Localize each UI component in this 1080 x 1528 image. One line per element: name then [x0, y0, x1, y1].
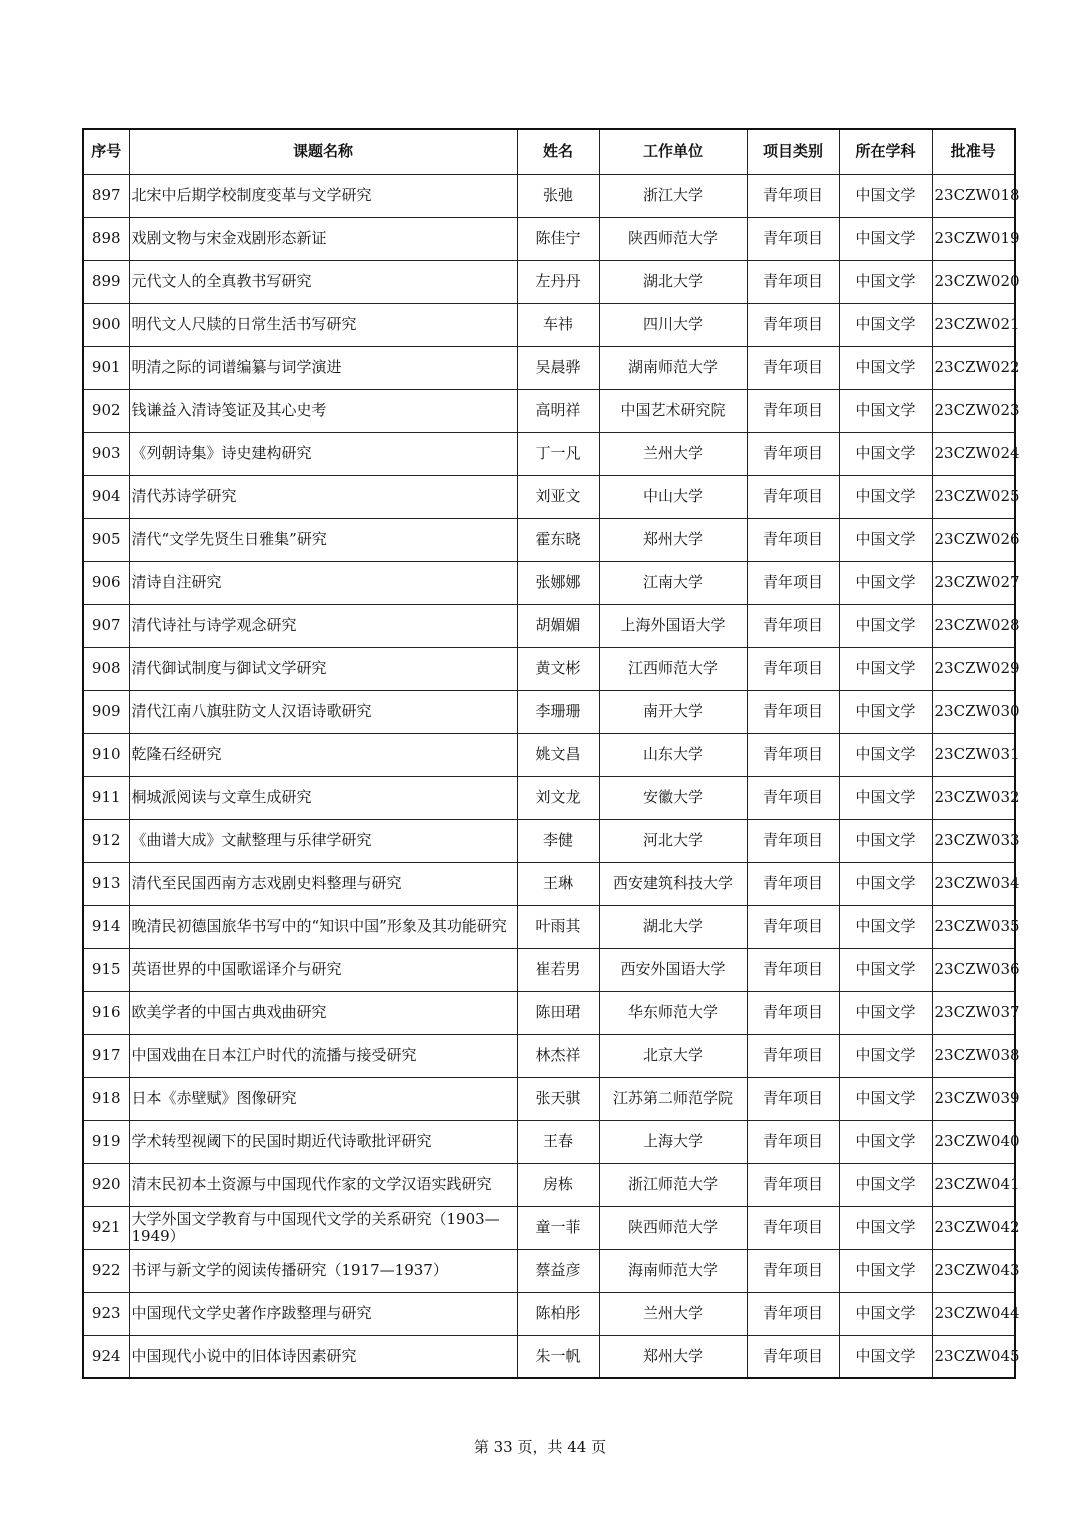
approval-number: 23CZW040: [932, 1120, 1015, 1163]
project-type: 青年项目: [747, 905, 839, 948]
subject: 中国文学: [839, 475, 932, 518]
person-name: 姚文昌: [517, 733, 599, 776]
project-title: 清代苏诗学研究: [129, 475, 517, 518]
person-name: 陈柏彤: [517, 1292, 599, 1335]
project-title: 乾隆石经研究: [129, 733, 517, 776]
person-name: 吴晨骅: [517, 346, 599, 389]
project-type: 青年项目: [747, 991, 839, 1034]
person-name: 胡媚媚: [517, 604, 599, 647]
project-type: 青年项目: [747, 475, 839, 518]
approval-number: 23CZW030: [932, 690, 1015, 733]
person-name: 左丹丹: [517, 260, 599, 303]
person-name: 王春: [517, 1120, 599, 1163]
row-number: 914: [83, 905, 129, 948]
work-unit: 湖北大学: [599, 260, 747, 303]
project-title: 戏剧文物与宋金戏剧形态新证: [129, 217, 517, 260]
project-title: 清代诗社与诗学观念研究: [129, 604, 517, 647]
approval-number: 23CZW034: [932, 862, 1015, 905]
person-name: 刘文龙: [517, 776, 599, 819]
project-title: 书评与新文学的阅读传播研究（1917—1937）: [129, 1249, 517, 1292]
approval-number: 23CZW027: [932, 561, 1015, 604]
project-title: 中国戏曲在日本江户时代的流播与接受研究: [129, 1034, 517, 1077]
subject: 中国文学: [839, 346, 932, 389]
person-name: 张娜娜: [517, 561, 599, 604]
project-title: 英语世界的中国歌谣译介与研究: [129, 948, 517, 991]
project-title: 元代文人的全真教书写研究: [129, 260, 517, 303]
subject: 中国文学: [839, 905, 932, 948]
approval-number: 23CZW039: [932, 1077, 1015, 1120]
table-row: [83, 432, 1015, 475]
approval-number: 23CZW043: [932, 1249, 1015, 1292]
work-unit: 江苏第二师范学院: [599, 1077, 747, 1120]
person-name: 叶雨其: [517, 905, 599, 948]
table-row: [83, 647, 1015, 690]
approval-number: 23CZW022: [932, 346, 1015, 389]
project-type: 青年项目: [747, 174, 839, 217]
row-number: 920: [83, 1163, 129, 1206]
person-name: 霍东晓: [517, 518, 599, 561]
project-title: 大学外国文学教育与中国现代文学的关系研究（1903—1949）: [129, 1206, 517, 1249]
row-number: 899: [83, 260, 129, 303]
row-number: 923: [83, 1292, 129, 1335]
table-row: [83, 819, 1015, 862]
row-number: 898: [83, 217, 129, 260]
person-name: 童一菲: [517, 1206, 599, 1249]
table-row: [83, 303, 1015, 346]
table-row: [83, 1249, 1015, 1292]
project-type: 青年项目: [747, 432, 839, 475]
work-unit: 海南师范大学: [599, 1249, 747, 1292]
row-number: 921: [83, 1206, 129, 1249]
project-title: 北宋中后期学校制度变革与文学研究: [129, 174, 517, 217]
subject: 中国文学: [839, 1249, 932, 1292]
page-footer: 第 33 页，共 44 页: [473, 1438, 607, 1456]
project-type: 青年项目: [747, 518, 839, 561]
project-type: 青年项目: [747, 690, 839, 733]
subject: 中国文学: [839, 604, 932, 647]
table-row: [83, 217, 1015, 260]
subject: 中国文学: [839, 518, 932, 561]
project-title: 晚清民初德国旅华书写中的“知识中国”形象及其功能研究: [129, 905, 517, 948]
subject: 中国文学: [839, 733, 932, 776]
approval-number: 23CZW038: [932, 1034, 1015, 1077]
project-title: 清代至民国西南方志戏剧史料整理与研究: [129, 862, 517, 905]
person-name: 陈田珺: [517, 991, 599, 1034]
work-unit: 兰州大学: [599, 1292, 747, 1335]
project-title: 清末民初本土资源与中国现代作家的文学汉语实践研究: [129, 1163, 517, 1206]
project-type: 青年项目: [747, 1249, 839, 1292]
subject: 中国文学: [839, 217, 932, 260]
work-unit: 上海外国语大学: [599, 604, 747, 647]
row-number: 897: [83, 174, 129, 217]
work-unit: 陕西师范大学: [599, 1206, 747, 1249]
subject: 中国文学: [839, 1120, 932, 1163]
project-title: 中国现代文学史著作序跋整理与研究: [129, 1292, 517, 1335]
subject: 中国文学: [839, 1034, 932, 1077]
work-unit: 兰州大学: [599, 432, 747, 475]
subject: 中国文学: [839, 389, 932, 432]
project-type: 青年项目: [747, 389, 839, 432]
table-row: [83, 561, 1015, 604]
project-title: 学术转型视阈下的民国时期近代诗歌批评研究: [129, 1120, 517, 1163]
project-title: 日本《赤壁赋》图像研究: [129, 1077, 517, 1120]
project-type: 青年项目: [747, 1335, 839, 1378]
row-number: 906: [83, 561, 129, 604]
project-title: 清代御试制度与御试文学研究: [129, 647, 517, 690]
project-type: 青年项目: [747, 948, 839, 991]
work-unit: 上海大学: [599, 1120, 747, 1163]
row-number: 917: [83, 1034, 129, 1077]
row-number: 902: [83, 389, 129, 432]
subject: 中国文学: [839, 561, 932, 604]
header-unit: 工作单位: [599, 129, 747, 174]
subject: 中国文学: [839, 776, 932, 819]
subject: 中国文学: [839, 1206, 932, 1249]
row-number: 922: [83, 1249, 129, 1292]
row-number: 900: [83, 303, 129, 346]
person-name: 丁一凡: [517, 432, 599, 475]
table-row: [83, 1034, 1015, 1077]
approval-number: 23CZW041: [932, 1163, 1015, 1206]
subject: 中国文学: [839, 303, 932, 346]
header-code: 批准号: [932, 129, 1015, 174]
person-name: 蔡益彦: [517, 1249, 599, 1292]
project-list-table: [82, 128, 1020, 1379]
person-name: 张弛: [517, 174, 599, 217]
row-number: 911: [83, 776, 129, 819]
row-number: 924: [83, 1335, 129, 1378]
table-row: [83, 862, 1015, 905]
row-number: 916: [83, 991, 129, 1034]
table-row: [83, 174, 1015, 217]
work-unit: 郑州大学: [599, 518, 747, 561]
row-number: 901: [83, 346, 129, 389]
subject: 中国文学: [839, 1163, 932, 1206]
person-name: 朱一帆: [517, 1335, 599, 1378]
approval-number: 23CZW029: [932, 647, 1015, 690]
project-type: 青年项目: [747, 1163, 839, 1206]
work-unit: 南开大学: [599, 690, 747, 733]
person-name: 王琳: [517, 862, 599, 905]
subject: 中国文学: [839, 862, 932, 905]
approval-number: 23CZW021: [932, 303, 1015, 346]
project-type: 青年项目: [747, 1120, 839, 1163]
approval-number: 23CZW033: [932, 819, 1015, 862]
work-unit: 北京大学: [599, 1034, 747, 1077]
table-row: [83, 1206, 1015, 1249]
subject: 中国文学: [839, 991, 932, 1034]
row-number: 919: [83, 1120, 129, 1163]
work-unit: 安徽大学: [599, 776, 747, 819]
header-subject: 所在学科: [839, 129, 932, 174]
approval-number: 23CZW035: [932, 905, 1015, 948]
approval-number: 23CZW032: [932, 776, 1015, 819]
person-name: 陈佳宁: [517, 217, 599, 260]
subject: 中国文学: [839, 948, 932, 991]
project-type: 青年项目: [747, 260, 839, 303]
project-type: 青年项目: [747, 604, 839, 647]
approval-number: 23CZW018: [932, 174, 1015, 217]
project-type: 青年项目: [747, 1206, 839, 1249]
person-name: 李健: [517, 819, 599, 862]
work-unit: 西安建筑科技大学: [599, 862, 747, 905]
approval-number: 23CZW019: [932, 217, 1015, 260]
row-number: 918: [83, 1077, 129, 1120]
work-unit: 湖北大学: [599, 905, 747, 948]
table-row: [83, 1292, 1015, 1335]
project-title: 《列朝诗集》诗史建构研究: [129, 432, 517, 475]
table-row: [83, 1163, 1015, 1206]
approval-number: 23CZW028: [932, 604, 1015, 647]
header-row: [83, 129, 1015, 174]
approval-number: 23CZW044: [932, 1292, 1015, 1335]
table-row: [83, 518, 1015, 561]
work-unit: 中山大学: [599, 475, 747, 518]
person-name: 崔若男: [517, 948, 599, 991]
table-row: [83, 1120, 1015, 1163]
work-unit: 山东大学: [599, 733, 747, 776]
row-number: 910: [83, 733, 129, 776]
header-type: 项目类别: [747, 129, 839, 174]
project-title: 清代“文学先贤生日雅集”研究: [129, 518, 517, 561]
work-unit: 华东师范大学: [599, 991, 747, 1034]
header-title: 课题名称: [129, 129, 517, 174]
work-unit: 浙江大学: [599, 174, 747, 217]
project-title: 中国现代小说中的旧体诗因素研究: [129, 1335, 517, 1378]
work-unit: 河北大学: [599, 819, 747, 862]
person-name: 林杰祥: [517, 1034, 599, 1077]
work-unit: 湖南师范大学: [599, 346, 747, 389]
table-row: [83, 1335, 1015, 1378]
work-unit: 中国艺术研究院: [599, 389, 747, 432]
project-type: 青年项目: [747, 733, 839, 776]
row-number: 915: [83, 948, 129, 991]
person-name: 高明祥: [517, 389, 599, 432]
table-row: [83, 1077, 1015, 1120]
person-name: 李珊珊: [517, 690, 599, 733]
subject: 中国文学: [839, 1077, 932, 1120]
row-number: 907: [83, 604, 129, 647]
row-number: 905: [83, 518, 129, 561]
header-no: 序号: [83, 129, 129, 174]
row-number: 913: [83, 862, 129, 905]
approval-number: 23CZW025: [932, 475, 1015, 518]
subject: 中国文学: [839, 647, 932, 690]
project-type: 青年项目: [747, 1077, 839, 1120]
table-body: [83, 174, 1020, 1378]
person-name: 刘亚文: [517, 475, 599, 518]
subject: 中国文学: [839, 1292, 932, 1335]
person-name: 房栋: [517, 1163, 599, 1206]
project-type: 青年项目: [747, 303, 839, 346]
project-type: 青年项目: [747, 776, 839, 819]
work-unit: 西安外国语大学: [599, 948, 747, 991]
person-name: 张天骐: [517, 1077, 599, 1120]
approval-number: 23CZW023: [932, 389, 1015, 432]
project-title: 明清之际的词谱编纂与词学演进: [129, 346, 517, 389]
row-number: 908: [83, 647, 129, 690]
table-row: [83, 475, 1015, 518]
project-title: 清代江南八旗驻防文人汉语诗歌研究: [129, 690, 517, 733]
row-number: 903: [83, 432, 129, 475]
header-name: 姓名: [517, 129, 599, 174]
table-row: [83, 905, 1015, 948]
work-unit: 江南大学: [599, 561, 747, 604]
project-title: 钱谦益入清诗笺证及其心史考: [129, 389, 517, 432]
project-type: 青年项目: [747, 561, 839, 604]
project-type: 青年项目: [747, 1034, 839, 1077]
approval-number: 23CZW036: [932, 948, 1015, 991]
work-unit: 江西师范大学: [599, 647, 747, 690]
work-unit: 四川大学: [599, 303, 747, 346]
project-title: 《曲谱大成》文献整理与乐律学研究: [129, 819, 517, 862]
project-type: 青年项目: [747, 217, 839, 260]
person-name: 车祎: [517, 303, 599, 346]
subject: 中国文学: [839, 432, 932, 475]
row-number: 912: [83, 819, 129, 862]
project-type: 青年项目: [747, 647, 839, 690]
table-row: [83, 346, 1015, 389]
subject: 中国文学: [839, 819, 932, 862]
table-row: [83, 604, 1015, 647]
table-row: [83, 776, 1015, 819]
table-row: [83, 690, 1015, 733]
project-title: 清诗自注研究: [129, 561, 517, 604]
work-unit: 陕西师范大学: [599, 217, 747, 260]
table-row: [83, 991, 1015, 1034]
table-header: [83, 129, 1015, 174]
project-type: 青年项目: [747, 346, 839, 389]
row-number: 909: [83, 690, 129, 733]
row-number: 904: [83, 475, 129, 518]
subject: 中国文学: [839, 1335, 932, 1378]
table-row: [83, 733, 1015, 776]
approval-number: 23CZW042: [932, 1206, 1015, 1249]
person-name: 黄文彬: [517, 647, 599, 690]
approval-number: 23CZW020: [932, 260, 1015, 303]
work-unit: 郑州大学: [599, 1335, 747, 1378]
project-type: 青年项目: [747, 819, 839, 862]
table-row: [83, 389, 1015, 432]
approval-number: 23CZW045: [932, 1335, 1015, 1378]
subject: 中国文学: [839, 690, 932, 733]
table-row: [83, 948, 1015, 991]
table-row: [83, 260, 1015, 303]
subject: 中国文学: [839, 260, 932, 303]
project-title: 明代文人尺牍的日常生活书写研究: [129, 303, 517, 346]
work-unit: 浙江师范大学: [599, 1163, 747, 1206]
approval-number: 23CZW037: [932, 991, 1015, 1034]
project-title: 欧美学者的中国古典戏曲研究: [129, 991, 517, 1034]
project-type: 青年项目: [747, 862, 839, 905]
approval-number: 23CZW024: [932, 432, 1015, 475]
project-type: 青年项目: [747, 1292, 839, 1335]
approval-number: 23CZW026: [932, 518, 1015, 561]
approval-number: 23CZW031: [932, 733, 1015, 776]
subject: 中国文学: [839, 174, 932, 217]
project-title: 桐城派阅读与文章生成研究: [129, 776, 517, 819]
